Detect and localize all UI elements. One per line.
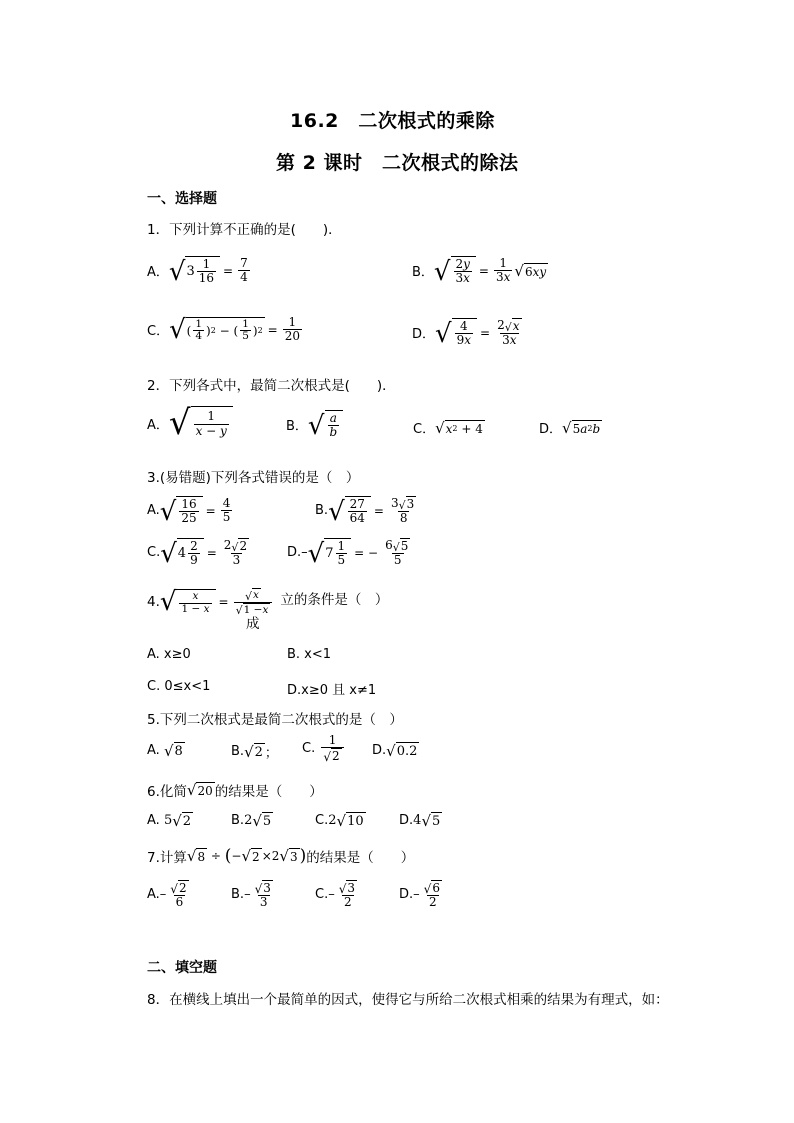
q4-option-b: B. x<1 (287, 647, 332, 662)
option-label: A. (147, 743, 160, 758)
option-label: B. (231, 813, 245, 828)
q7-option-d: D. – √ 6 2 (399, 881, 440, 910)
q2-option-a: A． √ $\frac{1}{x - y}$ (147, 406, 233, 440)
q1-option-c: C． √ ( $\frac{1}{4}$ ) 2 − ( $\frac{1}{5}$ ) 2 = $\frac{1}{20}$ (147, 314, 300, 345)
question-7-stem-b: 的结果是（ ） (306, 850, 415, 866)
question-4-stem: 4. √ $\frac{x}{1 - x}$ = √ x √ 1 − x 立的条件是（ ） (147, 587, 389, 618)
question-5-stem: 5.下列二次根式是最简二次根式的是（ ） (147, 712, 403, 728)
option-label: B. (231, 887, 245, 903)
option-label: D. (372, 743, 387, 758)
page-title: 16.2 二次根式的乘除 (290, 110, 495, 132)
question-1-stem: 1．下列计算不正确的是( )． (147, 222, 342, 238)
question-2-stem: 2．下列各式中，最简二次根式是( )． (147, 378, 396, 394)
option-label: A． (147, 417, 169, 433)
q4-option-c: C. 0≤x<1 (147, 679, 211, 694)
q6-option-c: C. 2 √ 10 (315, 812, 364, 830)
option-label: D． (539, 422, 563, 437)
q6-option-a: A. 5 √ 2 (147, 812, 192, 830)
option-label: A. (147, 887, 160, 903)
q3-option-c: C. √ 4 $\frac{2}{9}$ = 2 √ 2 3 (147, 538, 248, 570)
q1-option-d: D． √ $\frac{4}{9x}$ = 2 √ x 3x (412, 318, 520, 350)
option-label: B． (286, 419, 308, 435)
radical-expression: √ $\frac{4}{9x}$ (435, 318, 477, 347)
q7-option-a: A. – √ 2 6 (147, 881, 187, 910)
radical-expression: √ 3 $\frac{1}{16}$ (169, 256, 220, 285)
question-8-stem: 8．在横线上填出一个最简单的因式，使得它与所给二次根式相乘的结果为有理式，如： (147, 992, 669, 1008)
option-label: B． (412, 265, 434, 281)
q4-option-a: A. x≥0 (147, 647, 191, 662)
option-label: C. (315, 887, 329, 903)
q2-option-b: B． √ $\frac{a}{b}$ (286, 410, 343, 439)
q2-option-d: D． √ 5 a 2 b (539, 418, 601, 437)
option-label: D． (412, 327, 436, 343)
option-label: D.– (287, 545, 308, 561)
option-label: B. (231, 744, 245, 759)
q3-option-d: D.– √ 7 $\frac{1}{5}$ = − 6 √ 5 5 (287, 538, 409, 570)
option-label: C. (302, 741, 316, 757)
q1-option-b: B． √ $\frac{2y}{3x}$ = $\frac{1}{3x}$ √ 6 xy (412, 256, 547, 288)
question-7-stem-a: 7.计算 (147, 850, 187, 866)
q5-option-a: A. √ 8 (147, 742, 183, 760)
fraction: $\frac{7}{4}$ (240, 256, 248, 285)
section-heading-fill: 二、填空题 (147, 960, 217, 976)
page-subtitle: 第 2 课时 二次根式的除法 (276, 152, 519, 174)
radical-expression: √ $\frac{2y}{3x}$ (434, 256, 476, 285)
option-label: B. (315, 503, 329, 519)
option-label: A. (147, 503, 160, 519)
question-number: 4. (147, 594, 160, 611)
option-label: D. (399, 887, 414, 903)
q1-option-a: A． √ 3 $\frac{1}{16}$ = $\frac{7}{4}$ (147, 256, 248, 288)
question-4-suffix-char: 成 (246, 616, 260, 632)
section-heading-choice: 一、选择题 (147, 191, 217, 207)
q3-option-a: A. √ $\frac{16}{25}$ = $\frac{4}{5}$ (147, 496, 231, 528)
option-label: D. (399, 813, 414, 828)
option-label: C. (315, 813, 329, 828)
q7-option-c: C. – √ 3 2 (315, 881, 356, 910)
question-7-stem: 7.计算 √ 8 ÷ ( − √ 2 ×2 √ 3 ) 的结果是（ ） (147, 846, 415, 866)
option-label: A. (147, 813, 160, 828)
q3-option-b: B. √ $\frac{27}{64}$ = 3 √ 3 8 (315, 496, 415, 528)
q6-option-d: D. 4 √ 5 (399, 812, 441, 830)
option-label: C. (147, 545, 161, 561)
question-3-stem: 3.(易错题)下列各式错误的是（ ） (147, 470, 360, 486)
question-6-stem-b: 的结果是（ ） (214, 784, 323, 800)
q5-option-d: D. √ 0.2 (372, 742, 418, 760)
q5-option-b: B. √ 2 ； (231, 743, 278, 761)
q7-option-b: B. – √ 3 3 (231, 881, 271, 910)
option-label: C． (413, 422, 436, 437)
radical-expression: √ ( $\frac{1}{4}$ ) 2 − ( $\frac{1}{5}$ ) 2 (169, 314, 263, 345)
option-label: A． (147, 265, 169, 281)
q5-option-c: C. 1 √ 2 (302, 734, 346, 763)
option-tail: ； (264, 746, 278, 761)
question-6-stem: 6.化简 √ 20 的结果是（ ） (147, 781, 323, 800)
q4-option-d: D.x≥0 且 x≠1 (287, 683, 377, 698)
q6-option-b: B. 2 √ 5 (231, 812, 272, 830)
question-6-stem-a: 6.化简 (147, 784, 187, 800)
option-label: C． (147, 324, 170, 340)
q2-option-c: C． √ x 2 + 4 (413, 418, 483, 437)
question-4-suffix: 立的条件是（ ） (280, 592, 389, 608)
